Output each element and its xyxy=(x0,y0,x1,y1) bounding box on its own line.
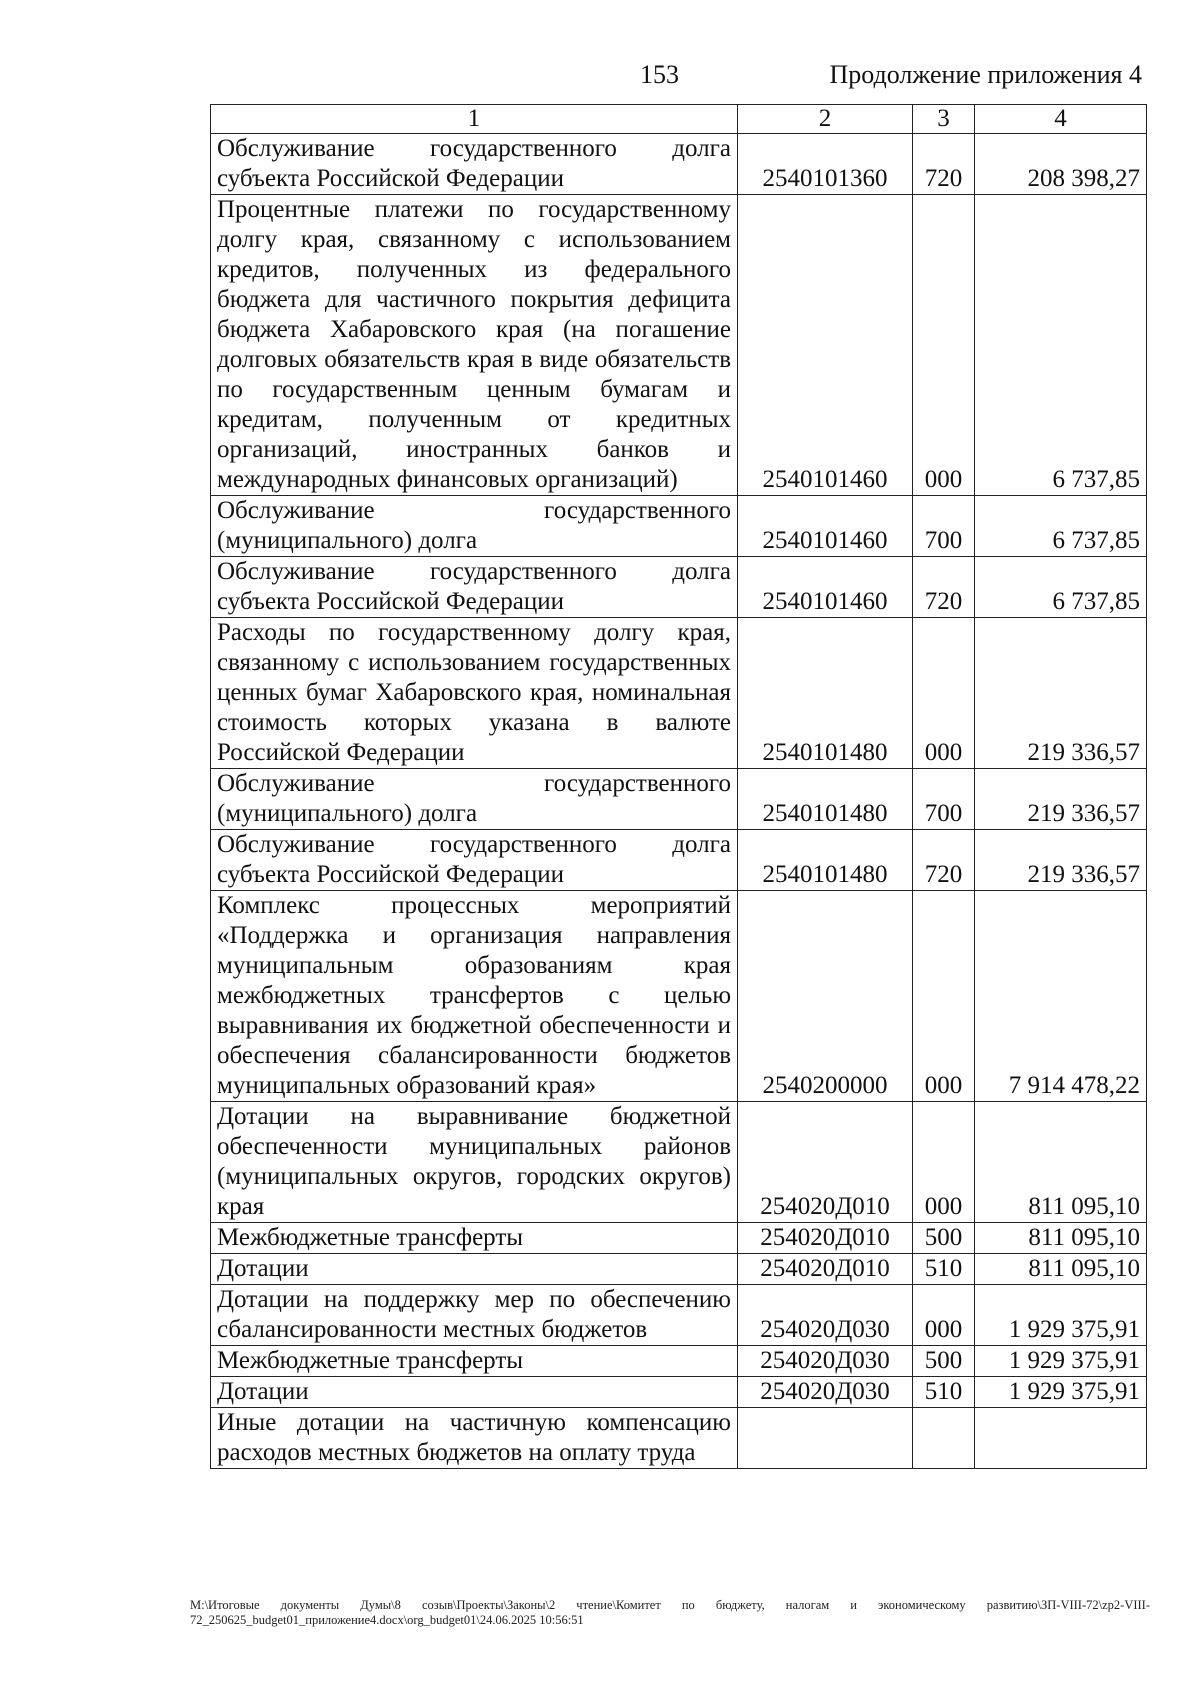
row-expense-type: 500 xyxy=(913,1346,975,1377)
row-amount: 7 914 478,22 xyxy=(975,891,1147,1102)
table-row xyxy=(211,1408,1147,1469)
budget-table xyxy=(210,104,1147,1469)
row-name: Межбюджетные трансферты xyxy=(211,1346,738,1377)
table-row xyxy=(211,1377,1147,1408)
row-code: 2540101460 xyxy=(738,557,913,618)
row-code: 2540101480 xyxy=(738,830,913,891)
row-amount: 1 929 375,91 xyxy=(975,1346,1147,1377)
row-expense-type xyxy=(913,1408,975,1469)
column-header-2: 2 xyxy=(738,105,913,134)
row-expense-type: 510 xyxy=(913,1377,975,1408)
table-row xyxy=(211,891,1147,1102)
row-name: Дотации на выравнивание бюджетной обеспеченности муниципальных районов (муниципальных округов, городских округов) края xyxy=(211,1102,738,1223)
table-row xyxy=(211,769,1147,830)
table-header xyxy=(211,105,1147,134)
row-code: 2540101480 xyxy=(738,618,913,769)
row-amount: 219 336,57 xyxy=(975,618,1147,769)
row-expense-type: 720 xyxy=(913,557,975,618)
table-row xyxy=(211,1285,1147,1346)
row-name: Обслуживание государственного (муниципального) долга xyxy=(211,496,738,557)
table-row xyxy=(211,496,1147,557)
row-name: Межбюджетные трансферты xyxy=(211,1223,738,1254)
row-amount: 219 336,57 xyxy=(975,769,1147,830)
row-code: 254020Д010 xyxy=(738,1223,913,1254)
row-amount: 811 095,10 xyxy=(975,1223,1147,1254)
row-code: 2540200000 xyxy=(738,891,913,1102)
row-code: 254020Д030 xyxy=(738,1285,913,1346)
row-expense-type: 000 xyxy=(913,1102,975,1223)
row-name: Комплекс процессных мероприятий «Поддержка и организация направления муниципальным образованиям края межбюджетных трансфертов с целью выравнивания их бюджетной обеспеченности и обеспечения сбалансированности бюджетов муниципальных образований края» xyxy=(211,891,738,1102)
table-row xyxy=(211,557,1147,618)
row-amount: 811 095,10 xyxy=(975,1102,1147,1223)
row-expense-type: 000 xyxy=(913,1285,975,1346)
column-header-4: 4 xyxy=(975,105,1147,134)
row-code: 254020Д010 xyxy=(738,1102,913,1223)
column-header-1: 1 xyxy=(211,105,738,134)
row-expense-type: 720 xyxy=(913,830,975,891)
table-row xyxy=(211,134,1147,195)
table-row xyxy=(211,1223,1147,1254)
row-name: Обслуживание государственного долга субъекта Российской Федерации xyxy=(211,557,738,618)
row-amount: 219 336,57 xyxy=(975,830,1147,891)
row-name: Обслуживание государственного (муниципального) долга xyxy=(211,769,738,830)
row-name: Расходы по государственному долгу края, связанному с использованием государственных ценных бумаг Хабаровского края, номинальная стоимость которых указана в валюте Российской Федерации xyxy=(211,618,738,769)
row-amount xyxy=(975,1408,1147,1469)
row-code: 2540101460 xyxy=(738,195,913,496)
row-expense-type: 000 xyxy=(913,618,975,769)
table-row xyxy=(211,1102,1147,1223)
row-code: 254020Д030 xyxy=(738,1377,913,1408)
row-name: Дотации на поддержку мер по обеспечению сбалансированности местных бюджетов xyxy=(211,1285,738,1346)
row-name: Процентные платежи по государственному долгу края, связанному с использованием кредитов, полученных из федерального бюджета для частичного покрытия дефицита бюджета Хабаровского края (на погашение долговых обязательств края в виде обязательств по государственным ценным бумагам и кредитам, полученным от кредитных организаций, иностранных банков и международных финансовых организаций) xyxy=(211,195,738,496)
row-expense-type: 700 xyxy=(913,496,975,557)
row-expense-type: 000 xyxy=(913,195,975,496)
row-code xyxy=(738,1408,913,1469)
continuation-label: Продолжение приложения 4 xyxy=(829,60,1142,89)
page-number: 153 xyxy=(640,60,679,89)
row-code: 254020Д010 xyxy=(738,1254,913,1285)
row-amount: 1 929 375,91 xyxy=(975,1377,1147,1408)
row-code: 2540101480 xyxy=(738,769,913,830)
row-name: Обслуживание государственного долга субъекта Российской Федерации xyxy=(211,134,738,195)
document-path-footer: M:\Итоговые документы Думы\8 созыв\Проекты\Законы\2 чтение\Комитет по бюджету, налогам и экономическому развитию\ЗП-VIII-72\zp2-VIII-72_250625_budget01_приложение4.docx\org_budget01\24.06.2025 10:56:51 xyxy=(190,1598,1150,1627)
row-amount: 208 398,27 xyxy=(975,134,1147,195)
row-amount: 6 737,85 xyxy=(975,496,1147,557)
table-row xyxy=(211,830,1147,891)
row-expense-type: 720 xyxy=(913,134,975,195)
row-code: 2540101360 xyxy=(738,134,913,195)
header-row xyxy=(211,105,1147,134)
row-name: Дотации xyxy=(211,1377,738,1408)
table-row xyxy=(211,195,1147,496)
column-header-3: 3 xyxy=(913,105,975,134)
row-code: 254020Д030 xyxy=(738,1346,913,1377)
row-expense-type: 700 xyxy=(913,769,975,830)
row-amount: 811 095,10 xyxy=(975,1254,1147,1285)
row-code: 2540101460 xyxy=(738,496,913,557)
row-amount: 6 737,85 xyxy=(975,557,1147,618)
row-name: Дотации xyxy=(211,1254,738,1285)
row-name: Обслуживание государственного долга субъекта Российской Федерации xyxy=(211,830,738,891)
row-expense-type: 500 xyxy=(913,1223,975,1254)
row-expense-type: 510 xyxy=(913,1254,975,1285)
table-row xyxy=(211,1346,1147,1377)
row-name: Иные дотации на частичную компенсацию расходов местных бюджетов на оплату труда xyxy=(211,1408,738,1469)
row-amount: 6 737,85 xyxy=(975,195,1147,496)
table-row xyxy=(211,618,1147,769)
table-row xyxy=(211,1254,1147,1285)
row-amount: 1 929 375,91 xyxy=(975,1285,1147,1346)
row-expense-type: 000 xyxy=(913,891,975,1102)
table-body xyxy=(211,134,1147,1469)
